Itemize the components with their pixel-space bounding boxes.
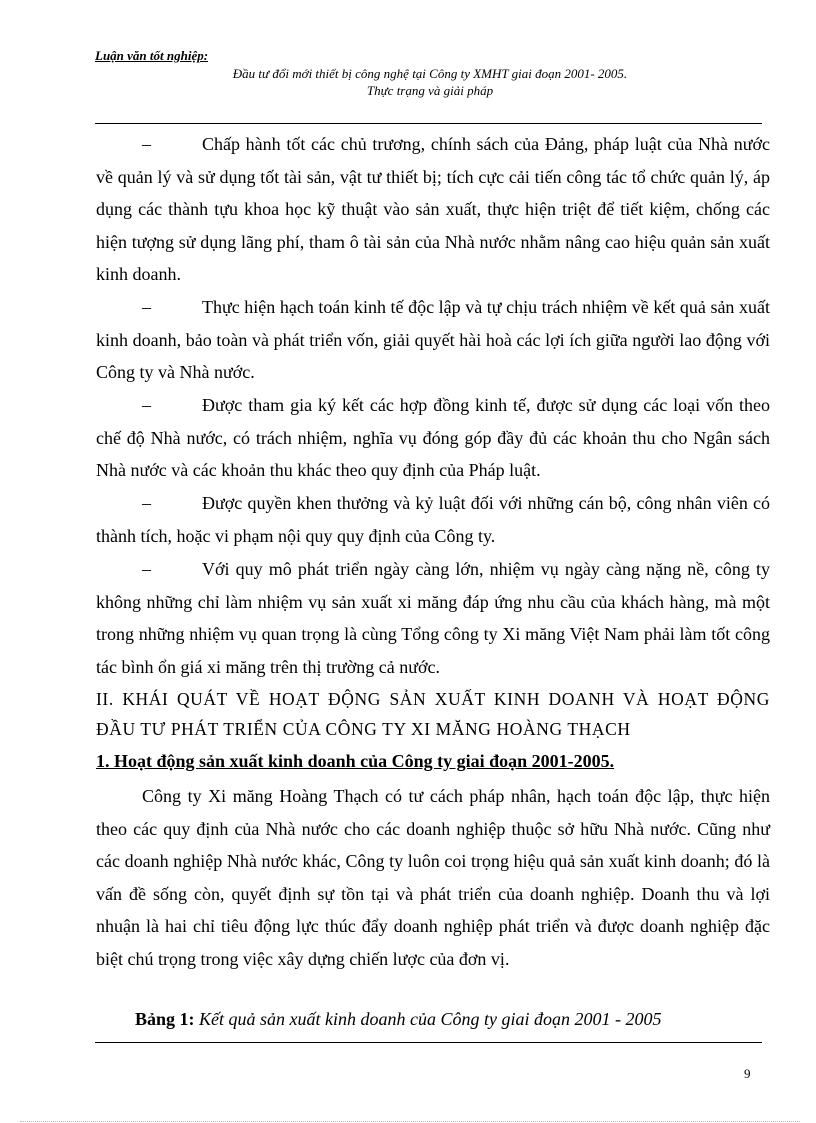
table-caption-label: Bảng 1: xyxy=(135,1009,195,1029)
paragraph-text: Thực hiện hạch toán kinh tế độc lập và tự chịu trách nhiệm về kết quả sản xuất kinh doanh, bảo toàn và phát triển vốn, giải quyết hài hoà các lợi ích giữa người lao động với Công ty và Nhà nước. xyxy=(96,297,770,383)
bullet-paragraph-4 xyxy=(96,487,770,552)
bullet-dash: – xyxy=(142,297,151,317)
bullet-dash: – xyxy=(142,395,151,415)
bullet-paragraph-3 xyxy=(96,389,770,487)
paragraph-text: Được quyền khen thưởng và kỷ luật đối với những cán bộ, công nhân viên có thành tích, hoặc vi phạm nội quy quy định của Công ty. xyxy=(96,493,770,546)
table-caption xyxy=(135,1009,661,1030)
bullet-dash: – xyxy=(142,559,151,579)
bullet-dash: – xyxy=(142,134,151,154)
bullet-paragraph-5 xyxy=(96,553,770,683)
header-rule xyxy=(95,123,762,124)
header-title: Luận văn tốt nghiệp: xyxy=(95,48,209,63)
subheading: 1. Hoạt động sản xuất kinh doanh của Công ty giai đoạn 2001-2005. xyxy=(96,751,615,771)
paragraph-text: Được tham gia ký kết các hợp đồng kinh tế, được sử dụng các loại vốn theo chế độ Nhà nước, có trách nhiệm, nghĩa vụ đóng góp đầy đủ các khoản thu cho Ngân sách Nhà nước và các khoản thu khác theo quy định của Pháp luật. xyxy=(96,395,770,481)
bullet-paragraph-1 xyxy=(96,128,770,291)
page-number: 9 xyxy=(744,1066,751,1081)
bullet-dash: – xyxy=(142,493,151,513)
page-edge-divider xyxy=(20,1121,800,1122)
table-caption-text: Kết quả sản xuất kinh doanh của Công ty giai đoạn 2001 - 2005 xyxy=(199,1009,662,1029)
body-paragraph: Công ty Xi măng Hoàng Thạch có tư cách pháp nhân, hạch toán độc lập, thực hiện theo các quy định của Nhà nước cho các doanh nghiệp thuộc sở hữu Nhà nước. Cũng như các doanh nghiệp Nhà nước khác, Công ty luôn coi trọng hiệu quả sản xuất kinh doanh; đó là vấn đề sống còn, quyết định sự tồn tại và phát triển của doanh nghiệp. Doanh thu và lợi nhuận là hai chỉ tiêu động lực thúc đẩy doanh nghiệp phát triển và được doanh nghiệp đặc biệt chú trọng trong việc xây dựng chiến lược của đơn vị. xyxy=(96,786,770,969)
bullet-paragraph-2 xyxy=(96,291,770,389)
header-subtitle-line1: Đầu tư đổi mới thiết bị công nghệ tại Công ty XMHT giai đoạn 2001- 2005. xyxy=(232,66,628,81)
section-heading: II. KHÁI QUÁT VỀ HOẠT ĐỘNG SẢN XUẤT KINH DOANH VÀ HOẠT ĐỘNG ĐẦU TƯ PHÁT TRIỂN CỦA CÔNG TY XI MĂNG HOÀNG THẠCH xyxy=(96,689,770,739)
footer-rule xyxy=(95,1042,762,1043)
header-subtitle-line2: Thực trạng và giải pháp xyxy=(366,83,494,98)
paragraph-text: Chấp hành tốt các chủ trương, chính sách của Đảng, pháp luật của Nhà nước về quản lý và sử dụng tốt tài sản, vật tư thiết bị; tích cực cải tiến công tác tổ chức quản lý, áp dụng các thành tựu khoa học kỹ thuật vào sản xuất, thực hiện triệt để tiết kiệm, chống các hiện tượng sử dụng lãng phí, tham ô tài sản của Nhà nước nhằm nâng cao hiệu quản sản xuất kinh doanh. xyxy=(96,134,770,285)
paragraph-text: Với quy mô phát triển ngày càng lớn, nhiệm vụ ngày càng nặng nề, công ty không những chỉ làm nhiệm vụ sản xuất xi măng đáp ứng nhu cầu của khách hàng, mà một trong những nhiệm vụ quan trọng là cùng Tổng công ty Xi măng Việt Nam phải làm tốt công tác bình ổn giá xi măng trên thị trường cả nước. xyxy=(96,559,770,677)
